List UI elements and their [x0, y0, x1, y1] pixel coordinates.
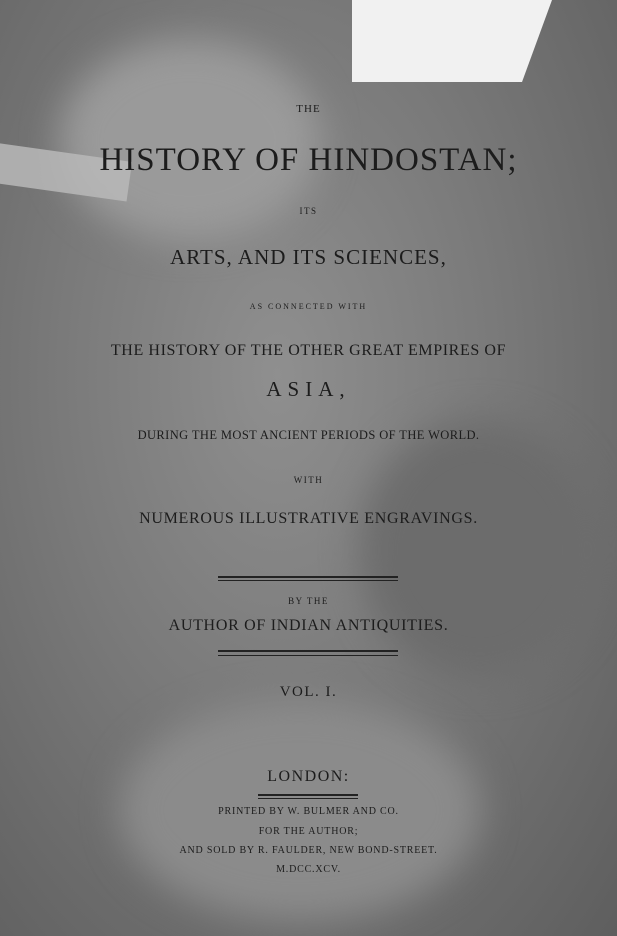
- volume-number: VOL. I.: [279, 684, 338, 700]
- paper-stain: [360, 420, 600, 680]
- title-its: ITS: [299, 206, 318, 216]
- divider-rule: [218, 650, 398, 652]
- imprint-for-author: FOR THE AUTHOR;: [258, 826, 359, 837]
- divider-rule: [218, 580, 398, 581]
- imprint-printer: PRINTED BY W. BULMER AND CO.: [218, 806, 399, 817]
- during-periods: DURING THE MOST ANCIENT PERIODS OF THE WORLD.: [137, 428, 480, 442]
- paper-tab: [352, 0, 552, 82]
- imprint-date: M.DCC.XCV.: [276, 864, 341, 875]
- connected-with: AS CONNECTED WITH: [249, 302, 368, 311]
- divider-rule: [258, 794, 358, 796]
- subtitle-arts: ARTS, AND ITS SCIENCES,: [170, 245, 447, 269]
- title-the: THE: [296, 103, 321, 115]
- with-label: WITH: [293, 475, 324, 485]
- by-the: BY THE: [288, 596, 329, 606]
- engravings-line: NUMEROUS ILLUSTRATIVE ENGRAVINGS.: [139, 510, 478, 527]
- imprint-seller: AND SOLD BY R. FAULDER, NEW BOND-STREET.: [179, 845, 438, 856]
- divider-rule: [218, 576, 398, 578]
- divider-rule: [258, 798, 358, 799]
- main-title: HISTORY OF HINDOSTAN;: [99, 142, 518, 178]
- divider-rule: [218, 655, 398, 656]
- imprint-city: LONDON:: [267, 768, 350, 785]
- asia: ASIA,: [266, 377, 351, 401]
- other-empires: THE HISTORY OF THE OTHER GREAT EMPIRES OF: [110, 342, 507, 359]
- author-line: AUTHOR OF INDIAN ANTIQUITIES.: [168, 617, 449, 634]
